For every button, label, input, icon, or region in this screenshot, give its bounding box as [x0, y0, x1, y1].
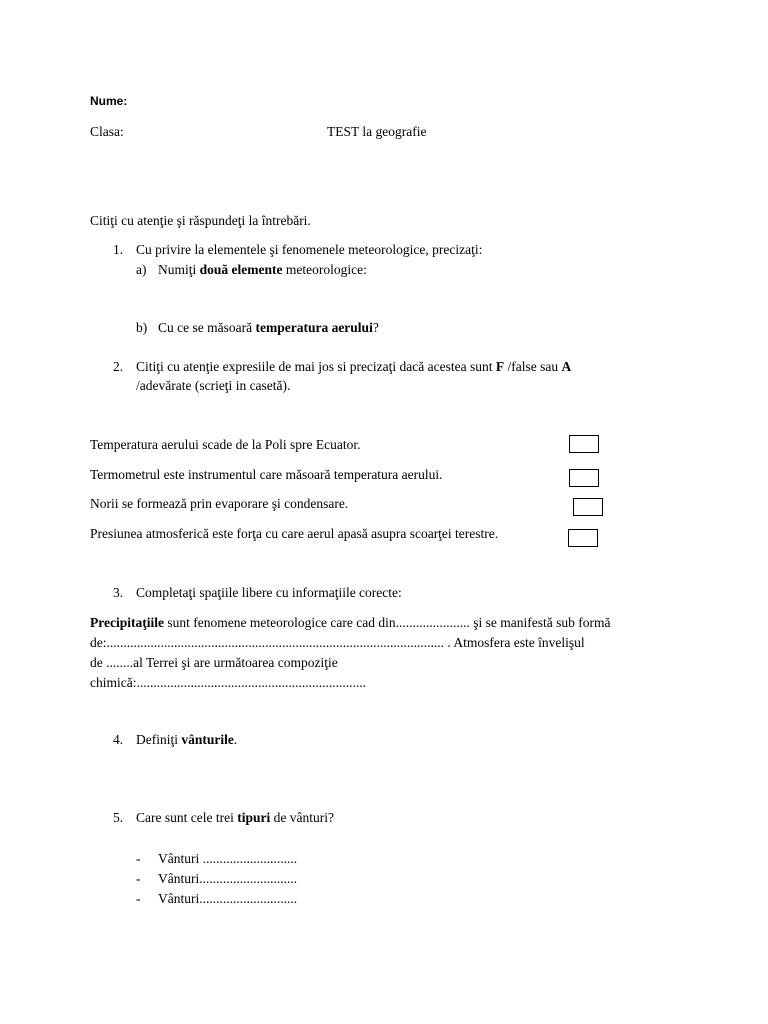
q1a-text: Numiţi două elemente meteorologice: — [158, 262, 367, 277]
list-bullet: - — [136, 851, 141, 866]
q1b-label: b) — [136, 320, 148, 335]
q2-number: 2. — [113, 359, 124, 374]
page-title: TEST la geografie — [327, 124, 427, 139]
q5-text: Care sunt cele trei tipuri de vânturi? — [136, 810, 334, 825]
q5-number: 5. — [113, 810, 124, 825]
answer-box-2[interactable] — [569, 469, 599, 487]
q1b-text: Cu ce se măsoară temperatura aerului? — [158, 320, 379, 335]
q1-number: 1. — [113, 242, 124, 257]
q3-paragraph-line1: Precipitaţiile sunt fenomene meteorologice care cad din...................... şi se manifestă sub formă — [90, 615, 611, 630]
statement-4: Presiunea atmosferică este forţa cu care aerul apasă asupra scoarţei terestre. — [90, 526, 499, 541]
list-item: Vânturi............................. — [158, 871, 298, 886]
q2-text-line2: /adevărate (scrieţi in casetă). — [136, 378, 291, 393]
answer-box-1[interactable] — [569, 435, 599, 453]
q3-paragraph-line3: de ........al Terrei şi are următoarea compoziţie — [90, 655, 338, 670]
instructions: Citiţi cu atenţie şi răspundeţi la întrebări. — [90, 213, 311, 228]
q3-paragraph-line2: de:.................................................................................................... . Atmosfera este învelişul — [90, 635, 585, 650]
q1a-label: a) — [136, 262, 147, 277]
answer-box-3[interactable] — [573, 498, 603, 516]
clasa-label: Clasa: — [90, 124, 124, 139]
statement-3: Norii se formează prin evaporare şi condensare. — [90, 496, 349, 511]
q3-number: 3. — [113, 585, 124, 600]
nume-label: Nume: — [90, 94, 128, 108]
q4-text: Definiţi vânturile. — [136, 732, 238, 747]
q1-text: Cu privire la elementele şi fenomenele meteorologice, precizaţi: — [136, 242, 483, 257]
statement-1: Temperatura aerului scade de la Poli spre Ecuator. — [90, 437, 361, 452]
q2-text-line1: Citiţi cu atenţie expresiile de mai jos si precizaţi dacă acestea sunt F /false sau A — [136, 359, 572, 374]
list-bullet: - — [136, 891, 141, 906]
q3-paragraph-line4: chimică:.................................................................... — [90, 675, 366, 690]
q3-text: Completaţi spaţiile libere cu informaţiile corecte: — [136, 585, 402, 600]
list-item: Vânturi............................. — [158, 891, 298, 906]
list-bullet: - — [136, 871, 141, 886]
q4-number: 4. — [113, 732, 124, 747]
statement-2: Termometrul este instrumentul care măsoară temperatura aerului. — [90, 467, 443, 482]
answer-box-4[interactable] — [568, 529, 598, 547]
list-item: Vânturi ............................ — [158, 851, 298, 866]
